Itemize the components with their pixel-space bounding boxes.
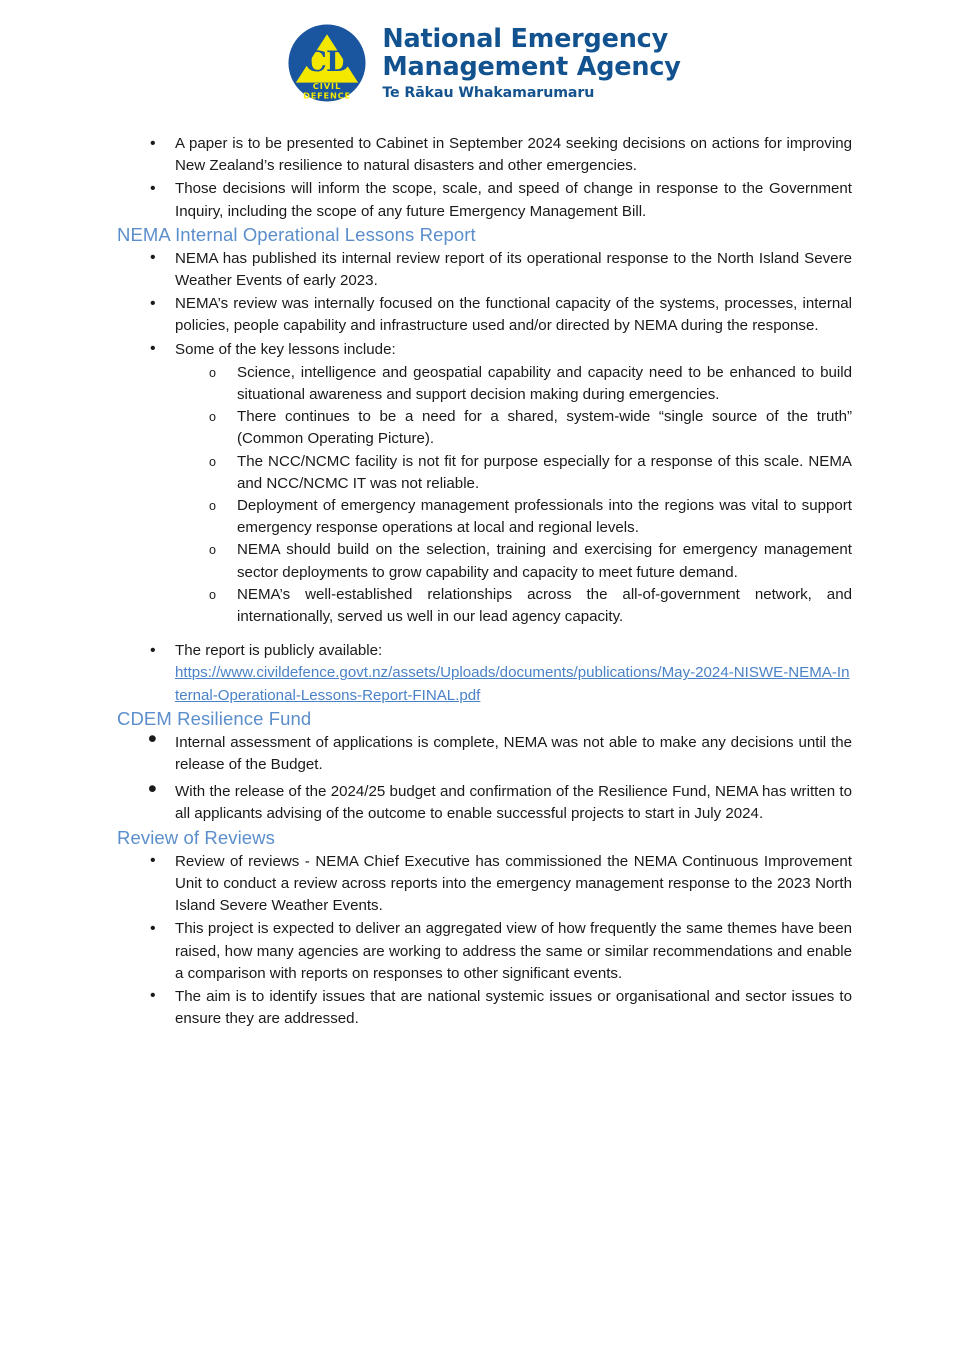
section-2-bullet-list (117, 732, 852, 826)
list-item: • NEMA has published its internal review report of its operational response to the North Island Severe Weather Events of early 2023. (117, 248, 852, 292)
wordmark-line-2: Management Agency (382, 52, 681, 82)
list-item: • The aim is to identify issues that are national systemic issues or organisational and sector issues to ensure they are addressed. (117, 986, 852, 1030)
list-item: • Review of reviews - NEMA Chief Executive has commissioned the NEMA Continuous Improvement Unit to conduct a review across reports into the emergency management response to the 2023 North Island Severe Weather Events. (117, 851, 852, 918)
section-3-bullet-list (117, 851, 852, 1031)
intro-bullet-list (117, 133, 852, 223)
report-available-label: The report is publicly available: (175, 642, 383, 660)
nema-wordmark (382, 23, 680, 103)
list-item: o NEMA should build on the selection, training and exercising for emergency management sector deployments to grow capability and capacity to meet future demand. (179, 539, 852, 583)
list-item: • With the release of the 2024/25 budget and confirmation of the Resilience Fund, NEMA has written to all applicants advising of the outcome to enable successful projects to start in July 2024. (117, 781, 852, 825)
section-heading-review-of-reviews: Review of Reviews (117, 826, 275, 848)
list-item: o NEMA’s well-established relationships across the all-of-government network, and internationally, served us well in our lead agency capacity. (179, 584, 852, 628)
key-lessons-sublist-wrap (117, 362, 852, 628)
report-link-wrapper (175, 662, 852, 706)
report-availability-list (117, 640, 852, 707)
wordmark-line-1: National Emergency (382, 24, 668, 54)
nema-report-pdf-link[interactable]: https://www.civildefence.govt.nz/assets/Uploads/documents/publications/May-2024-NISWE-NEMA-Internal-Operational-Lessons-Report-FINAL.pdf (175, 664, 850, 704)
list-item: • Internal assessment of applications is complete, NEMA was not able to make any decisions until the release of the Budget. (117, 732, 852, 776)
list-item: o The NCC/NCMC facility is not fit for purpose especially for a response of this scale. NEMA and NCC/NCMC IT was not reliable. (179, 451, 852, 495)
nema-logo-lockup (286, 22, 680, 104)
list-item: • A paper is to be presented to Cabinet in September 2024 seeking decisions on actions for improving New Zealand’s resilience to natural disasters and other emergencies. (117, 133, 852, 177)
wordmark-maori-line: Te Rākau Whakamarumaru (382, 85, 595, 101)
svg-text:CD: CD (304, 45, 350, 79)
list-item (117, 640, 852, 707)
document-body (117, 132, 852, 1030)
list-item: • Some of the key lessons include: (117, 339, 852, 361)
list-item: • NEMA’s review was internally focused on the functional capacity of the systems, processes, internal policies, people capability and infrastructure used and/or directed by NEMA during the response. (117, 293, 852, 337)
list-item: • Those decisions will inform the scope, scale, and speed of change in response to the Government Inquiry, including the scope of any future Emergency Management Bill. (117, 178, 852, 222)
key-lessons-sub-list (179, 362, 852, 628)
list-item: o There continues to be a need for a shared, system-wide “single source of the truth” (Common Operating Picture). (179, 406, 852, 450)
section-1-bullet-list (117, 248, 852, 361)
document-header (0, 0, 967, 104)
list-item: • This project is expected to deliver an aggregated view of how frequently the same themes have been raised, how many agencies are working to address the same or similar recommendations and enable a comparison with reports on responses to other significant events. (117, 918, 852, 985)
svg-text:CIVIL: CIVIL (313, 81, 342, 92)
civil-defence-shield-icon (286, 22, 368, 104)
section-heading-nema-internal-operational-lessons-report: NEMA Internal Operational Lessons Report (117, 223, 476, 245)
svg-text:DEFENCE: DEFENCE (303, 90, 352, 101)
list-item: o Science, intelligence and geospatial capability and capacity need to be enhanced to build situational awareness and support decision making during emergencies. (179, 362, 852, 406)
section-heading-cdem-resilience-fund: CDEM Resilience Fund (117, 707, 312, 729)
list-item: o Deployment of emergency management professionals into the regions was vital to support emergency response operations at local and regional levels. (179, 495, 852, 539)
